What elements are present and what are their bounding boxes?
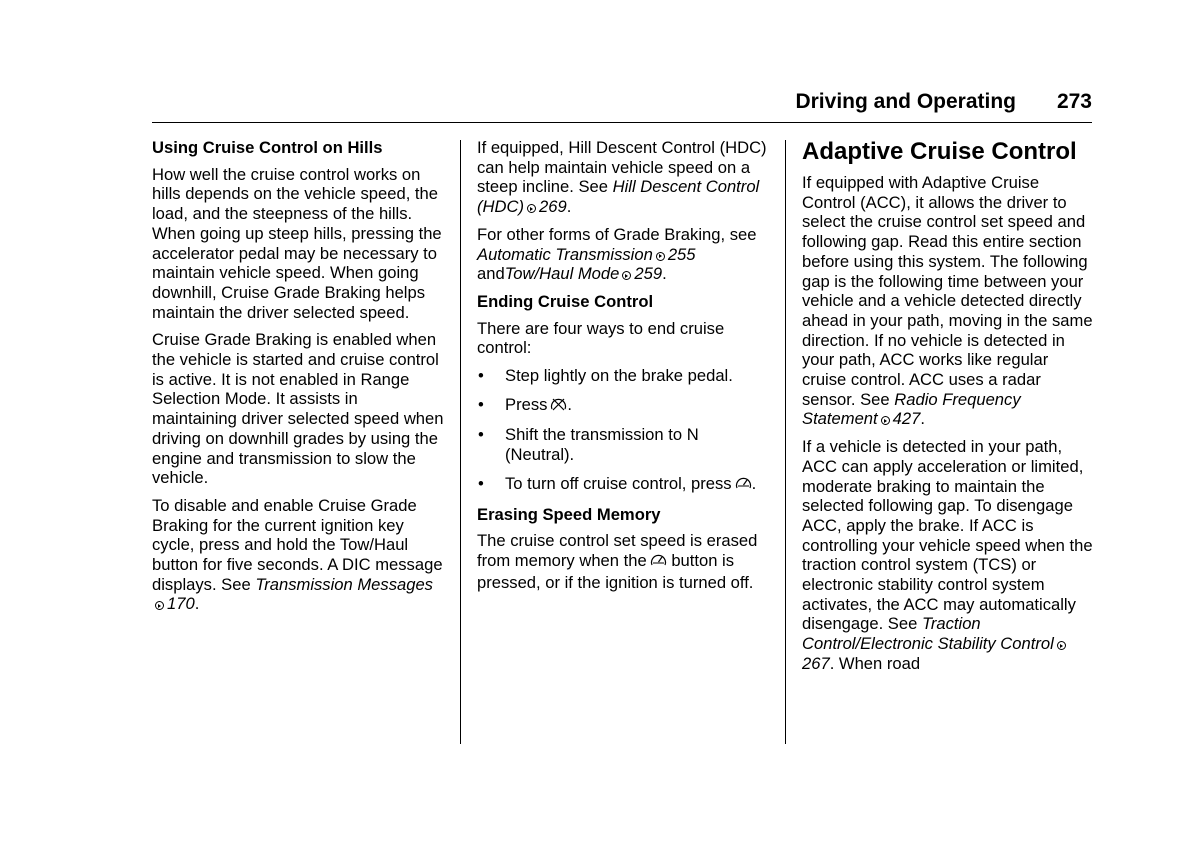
page-reference[interactable]: 255 [667, 244, 696, 264]
cross-reference-link[interactable]: Tow/Haul Mode [504, 264, 620, 284]
page-reference-icon [527, 204, 536, 213]
page-reference[interactable]: 267 [802, 653, 830, 673]
page-reference[interactable]: 269 [539, 197, 567, 217]
punctuation: . [194, 594, 200, 614]
section-title: Driving and Operating [795, 90, 1016, 113]
cross-reference-link[interactable]: Hill Descent Control (HDC) [477, 177, 760, 217]
page-number: 273 [1056, 90, 1092, 113]
paragraph-text: If equipped, Hill Descent Control (HDC) can help maintain vehicle speed on a steep incline. See [477, 138, 767, 197]
cross-reference-link[interactable]: Radio Frequency Statement [802, 389, 1021, 429]
paragraph-text: button is pressed, or if the ignition is turned off. [477, 550, 754, 592]
paragraph: How well the cruise control works on hills depends on the vehicle speed, the load, and the steepness of the hills. When going up steep hills, pressing the accelerator pedal may be necessary to maintain vehicle speed. When going downhill, Cruise Grade Braking helps maintain the driver selected speed. [152, 164, 442, 322]
column-divider-left [460, 140, 461, 744]
page-reference-icon [1057, 641, 1066, 650]
paragraph [802, 173, 1094, 429]
punctuation: . [920, 409, 925, 429]
punctuation: . When road [829, 653, 921, 673]
column-2 [477, 138, 772, 600]
paragraph-text: For other forms of Grade Braking, see [477, 224, 757, 244]
bullet-list [477, 366, 772, 496]
heading-cruise-hills: Using Cruise Control on Hills [152, 138, 383, 157]
list-item [477, 474, 772, 496]
paragraph [152, 496, 444, 614]
page-reference[interactable]: 170 [167, 594, 195, 614]
punctuation: . [566, 197, 572, 217]
page-reference-icon [155, 601, 164, 610]
paragraph-text: and [477, 264, 505, 284]
heading-erasing-memory: Erasing Speed Memory [477, 504, 661, 524]
paragraph: There are four ways to end cruise control: [477, 318, 725, 358]
paragraph-text: To disable and enable Cruise Grade Braking for the current ignition key cycle, press and hold the Tow/Haul button for five seconds. A DIC message displays. See [152, 495, 443, 594]
cross-reference-link[interactable]: Traction Control/Electronic Stability Control [802, 614, 1054, 654]
page-reference-icon [656, 252, 665, 261]
cruise-cancel-icon [550, 396, 567, 417]
paragraph [477, 138, 772, 217]
list-item-text: Press [505, 394, 548, 414]
list-item: • Shift the transmission to N (Neutral). [477, 425, 772, 464]
paragraph-text: If a vehicle is detected in your path, ACC can apply acceleration or limited, moderate braking to maintain the selected following gap. To disengage ACC, apply the brake. If ACC is controlling your vehicle speed when the traction control system (TCS) or electronic stability control system activates, the ACC may automatically disengage. See [802, 437, 1093, 634]
list-item [477, 395, 772, 417]
page-header [152, 89, 1092, 123]
cruise-on-off-icon [650, 552, 667, 573]
paragraph-text: If equipped with Adaptive Cruise Control (ACC), it allows the driver to select the cruise control set speed and following gap. Read this entire section before using this system. The following gap is the following time between your vehicle and a vehicle detected directly ahead in your path, moving in the same direction. If no vehicle is detected in your path, ACC works like regular cruise control. ACC uses a radar sensor. See [802, 173, 1093, 409]
punctuation: . [567, 394, 573, 414]
page-reference[interactable]: 427 [892, 409, 921, 429]
section-heading-acc: Adaptive Cruise Control [802, 138, 1077, 165]
column-3 [802, 138, 1094, 682]
page-reference-icon [622, 271, 631, 280]
paragraph-text: The cruise control set speed is erased from memory when the [477, 531, 758, 570]
list-item-text: To turn off cruise control, press [505, 473, 732, 493]
paragraph: Cruise Grade Braking is enabled when the vehicle is started and cruise control is active. It is not enabled in Range Selection Mode. It assists in maintaining driver selected speed when driving on downhill grades by using the engine and transmission to slow the vehicle. [152, 330, 444, 488]
punctuation: . [751, 473, 757, 493]
paragraph [477, 225, 772, 284]
page-reference[interactable]: 259 [634, 264, 663, 284]
paragraph [477, 531, 772, 592]
heading-ending-cruise: Ending Cruise Control [477, 291, 654, 311]
cross-reference-link[interactable]: Automatic Transmission [477, 244, 653, 264]
header-rule [152, 122, 1092, 123]
column-divider-right [785, 140, 786, 744]
column-1 [152, 138, 444, 622]
page-reference-icon [881, 416, 890, 425]
paragraph [802, 437, 1094, 673]
cross-reference-link[interactable]: Transmission Messages [255, 574, 433, 594]
cruise-on-off-icon [735, 475, 752, 496]
punctuation: . [662, 264, 667, 284]
list-item: • Step lightly on the brake pedal. [477, 366, 772, 386]
